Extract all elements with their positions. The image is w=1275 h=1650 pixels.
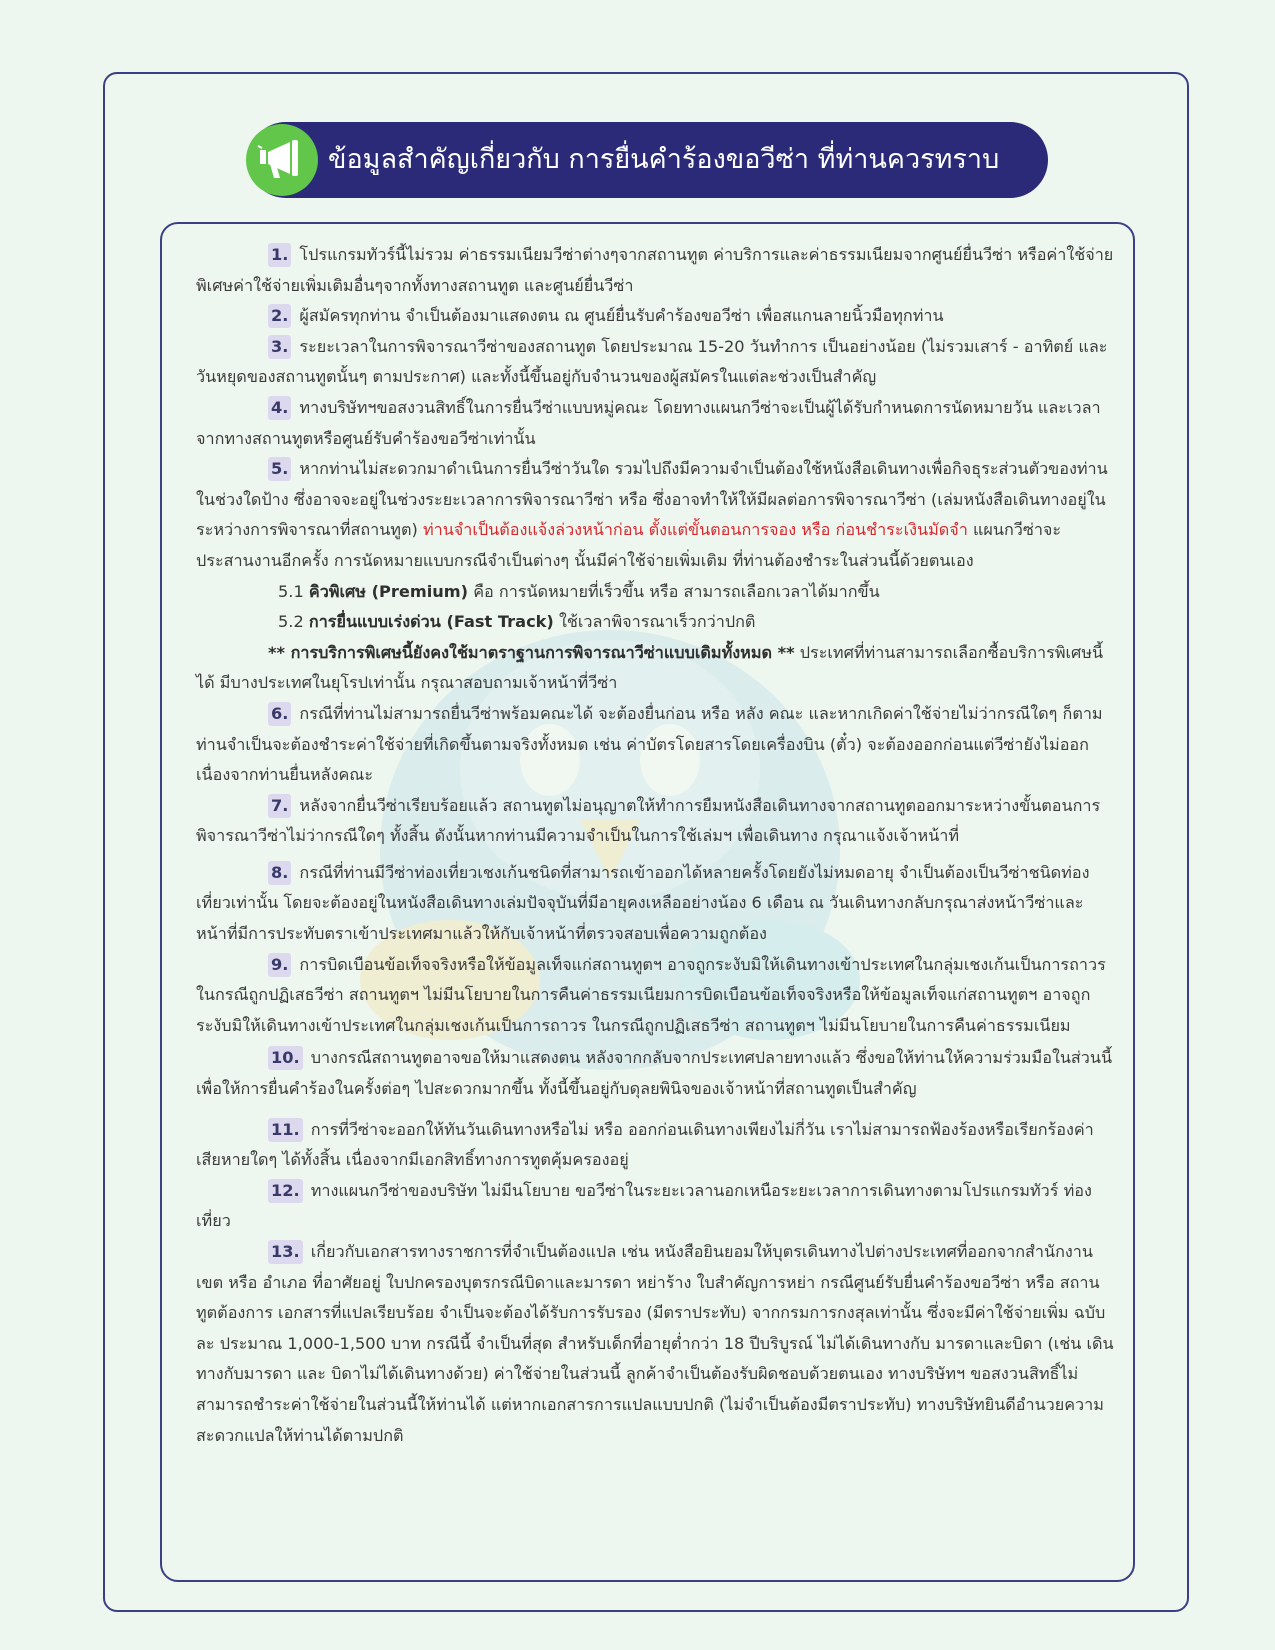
important-notice: ท่านจำเป็นต้องแจ้งล่วงหน้าก่อน ตั้งแต่ขั้นตอนการจอง หรือ ก่อนชำระเงินมัดจำ [422, 520, 968, 540]
item-text: กรณีที่ท่านมีวีซ่าท่องเที่ยวเชงเก้นชนิดที่สามารถเข้าออกได้หลายครั้งโดยยังไม่หมดอายุ จำเป็นต้องเป็นวีซ่าชนิดท่องเที่ยวเท่านั้น โดยจะต้องอยู่ในหนังสือเดินทางเล่มปัจจุบันที่มีอายุคงเหลืออย่างน้อง 6 เดือน ณ วันเดินทางกลับกรุณาส่งหน้าวีซ่าและหน้าที่มีการประทับตราเข้าประเทศมาแล้วให้กับเจ้าหน้าที่ตรวจสอบเพื่อความถูกต้อง [196, 862, 1090, 944]
sub-item [196, 577, 1114, 608]
item-text: โปรแกรมทัวร์นี้ไม่รวม ค่าธรรมเนียมวีซ่าต่างๆจากสถานทูต ค่าบริการและค่าธรรมเนียมจากศูนย์ยื่นวีซ่า หรือค่าใช้จ่ายพิเศษค่าใช้จ่ายเพิ่มเติมอื่นๆจากทั้งทางสถานทูต และศูนย์ยื่นวีซ่า [196, 245, 1114, 295]
list-item [196, 699, 1114, 791]
sub-item-text: คือ การนัดหมายที่เร็วขึ้น หรือ สามารถเลือกเวลาได้มากขึ้น [473, 581, 880, 601]
item-text: แผนกวีซ่าจะประสานงานอีกครั้ง การนัดหมายแบบกรณีจำเป็นต่างๆ นั้นมีค่าใช้จ่ายเพิ่มเติม ที่ท่านต้องชำระในส่วนนี้ด้วยตนเอง [196, 520, 1062, 570]
page-title: ข้อมูลสำคัญเกี่ยวกับ การยื่นคำร้องขอวีซ่า ที่ท่านควรทราบ [328, 144, 1000, 175]
item-text: การที่วีซ่าจะออกให้ทันวันเดินทางหรือไม่ หรือ ออกก่อนเดินทางเพียงไม่กี่วัน เราไม่สามารถฟ้องร้องหรือเรียกร้องค่าเสียหายใดๆ ได้ทั้งสิ้น เนื่องจากมีเอกสิทธิ์ทางการทูตคุ้มครองอยู่ [196, 1119, 1094, 1170]
list-item [196, 240, 1114, 301]
sub-item [196, 607, 1114, 638]
item-number: 5. [268, 457, 291, 481]
item-text: บางกรณีสถานทูตอาจขอให้มาแสดงตน หลังจากกลับจากประเทศปลายทางแล้ว ซึ่งขอให้ท่านให้ความร่วมมือในส่วนนี้เพื่อให้การยื่นคำร้องในครั้งต่อๆ ไปสะดวกมากขึ้น ทั้งนี้ขึ้นอยู่กับดุลยพินิจของเจ้าหน้าที่สถานทูตเป็นสำคัญ [196, 1048, 1113, 1099]
item-number: 7. [268, 794, 291, 818]
item-number: 8. [268, 861, 291, 885]
item-number: 4. [268, 396, 291, 420]
megaphone-icon [256, 136, 308, 184]
item-text: การบิดเบือนข้อเท็จจริงหรือให้ข้อมูลเท็จแก่สถานทูตฯ อาจถูกระงับมิให้เดินทางเข้าประเทศในกลุ่มเชงเก้นเป็นการถาวร ในกรณีถูกปฏิเสธวีซ่า สถานทูตฯ ไม่มีนโยบายในการคืนค่าธรรมเนียมการบิดเบือนข้อเท็จจริงหรือให้ข้อมูลเท็จแก่สถานทูตฯ อาจถูกระงับมิให้เดินทางเข้าประเทศในกลุ่มเชงเก้นเป็นการถาวร ในกรณีถูกปฏิเสธวีซ่า สถานทูตฯ ไม่มีนโยบายในการคืนค่าธรรมเนียม [196, 954, 1106, 1035]
note-text: ประเทศที่ท่านสามารถเลือกซื้อบริการพิเศษนี้ได้ มีบางประเทศในยุโรปเท่านั้น กรุณาสอบถามเจ้าหน้าที่วีซ่า [196, 642, 1104, 693]
item-number: 3. [268, 335, 291, 359]
list-item [196, 1176, 1114, 1237]
item-text: กรณีที่ท่านไม่สามารถยื่นวีซ่าพร้อมคณะได้ จะต้องยื่นก่อน หรือ หลัง คณะ และหากเกิดค่าใช้จ่ายไม่ว่ากรณีใดๆ ก็ตาม ท่านจำเป็นจะต้องชำระค่าใช้จ่ายที่เกิดขึ้นตามจริงทั้งหมด เช่น ค่าบัตรโดยสารโดยเครื่องบิน (ตั๋ว) จะต้องออกก่อนแต่วีซ่ายังไม่ออก เนื่องจากท่านยื่นหลังคณะ [196, 703, 1103, 785]
item-text: หลังจากยื่นวีซ่าเรียบร้อยแล้ว สถานทูตไม่อนุญาตให้ทำการยืมหนังสือเดินทางจากสถานทูตออกมาระหว่างขั้นตอนการพิจารณาวีซ่าไม่ว่ากรณีใดๆ ทั้งสิ้น ดังนั้นหากท่านมีความจำเป็นในการใช้เล่มฯ เพื่อเดินทาง กรุณาแจ้งเจ้าหน้าที่ [196, 795, 1101, 846]
item-number: 12. [268, 1179, 303, 1203]
item-text: ผู้สมัครทุกท่าน จำเป็นต้องมาแสดงตน ณ ศูนย์ยื่นรับคำร้องขอวีซ่า เพื่อสแกนลายนิ้วมือทุกท่าน [299, 306, 944, 326]
sub-item-number: 5.2 [278, 612, 304, 632]
item-text: เกี่ยวกับเอกสารทางราชการที่จำเป็นต้องแปล เช่น หนังสือยินยอมให้บุตรเดินทางไปต่างประเทศที่ออกจากสำนักงานเขต หรือ อำเภอ ที่อาศัยอยู่ ใบปกครองบุตรกรณีบิดาและมารดา หย่าร้าง ใบสำคัญการหย่า กรณีศูนย์รับยื่นคำร้องขอวีซ่า หรือ สถานทูตต้องการ เอกสารที่แปลเรียบร้อย จำเป็นจะต้องได้รับการรับรอง (มีตราประทับ) จากกรมการกงสุลเท่านั้น ซึ่งจะมีค่าใช้จ่ายเพิ่ม ฉบับละ ประมาณ 1,000-1,500 บาท กรณีนี้ จำเป็นที่สุด สำหรับเด็กที่อายุต่ำกว่า 18 ปีบริบูรณ์ ไม่ได้เดินทางกับ มารดาและบิดา (เช่น เดินทางกับมารดา และ บิดาไม่ได้เดินทางด้วย) ค่าใช้จ่ายในส่วนนี้ ลูกค้าจำเป็นต้องรับผิดชอบด้วยตนเอง ทางบริษัทฯ ขอสงวนสิทธิ์ไม่สามารถชำระค่าใช้จ่ายในส่วนนี้ให้ท่านได้ แต่หากเอกสารการแปลแบบปกติ (ไม่จำเป็นต้องมีตราประทับ) ทางบริษัทยินดีอำนวยความสะดวกแปลให้ท่านได้ตามปกติ [196, 1242, 1114, 1445]
item-number: 6. [268, 702, 291, 726]
info-list [196, 240, 1114, 1451]
item-number: 9. [268, 953, 291, 977]
list-item [196, 950, 1114, 1042]
item-text: ระยะเวลาในการพิจารณาวีซ่าของสถานทูต โดยประมาณ 15-20 วันทำการ เป็นอย่างน้อย (ไม่รวมเสาร์ - อาทิตย์ และวันหยุดของสถานทูตนั้นๆ ตามประกาศ) และทั้งนี้ขึ้นอยู่กับจำนวนของผู้สมัครในแต่ละช่วงเป็นสำคัญ [196, 336, 1108, 387]
sub-item-text: ใช้เวลาพิจารณาเร็วกว่าปกติ [558, 612, 756, 632]
sub-item-title: คิวพิเศษ (Premium) [308, 581, 469, 601]
title-banner [248, 122, 1048, 198]
special-service-note [196, 638, 1114, 699]
item-number: 10. [268, 1046, 303, 1070]
megaphone-badge [246, 124, 318, 196]
list-item [196, 791, 1114, 852]
list-item [196, 332, 1114, 393]
list-item [196, 393, 1114, 454]
list-item [196, 454, 1114, 576]
item-number: 1. [268, 243, 291, 267]
list-item [196, 1043, 1114, 1104]
list-item [196, 858, 1114, 950]
sub-item-number: 5.1 [278, 581, 304, 601]
item-number: 2. [268, 304, 291, 328]
item-text: ทางบริษัทฯขอสงวนสิทธิ์ในการยื่นวีซ่าแบบหมู่คณะ โดยทางแผนกวีซ่าจะเป็นผู้ได้รับกำหนดการนัดหมายวัน และเวลาจากทางสถานทูตหรือศูนย์รับคำร้องขอวีซ่าเท่านั้น [196, 397, 1101, 448]
note-title: ** การบริการพิเศษนี้ยังคงใช้มาตราฐานการพิจารณาวีซ่าแบบเดิมทั้งหมด ** [268, 642, 795, 662]
sub-item-title: การยื่นแบบเร่งด่วน (Fast Track) [308, 612, 554, 632]
item-number: 13. [268, 1240, 303, 1264]
item-text: ทางแผนกวีซ่าของบริษัท ไม่มีนโยบาย ขอวีซ่าในระยะเวลานอกเหนือระยะเวลาการเดินทางตามโปรแกรมทัวร์ ท่องเที่ยว [196, 1180, 1092, 1231]
list-item [196, 1237, 1114, 1451]
list-item [196, 301, 1114, 332]
item-number: 11. [268, 1118, 303, 1142]
list-item [196, 1115, 1114, 1176]
item-text: หากท่านไม่สะดวกมาดำเนินการยื่นวีซ่าวันใด รวมไปถึงมีความจำเป็นต้องใช้หนังสือเดินทางเพื่อกิจธุระส่วนตัวของท่านในช่วงใดป้าง ซึ่งอาจจะอยู่ในช่วงระยะเวลาการพิจารณาวีซ่า หรือ ซึ่งอาจทำให้ให้มีผลต่อการพิจารณาวีซ่า (เล่มหนังสือเดินทางอยู่ในระหว่างการพิจารณาที่สถานทูต) [196, 459, 1108, 540]
